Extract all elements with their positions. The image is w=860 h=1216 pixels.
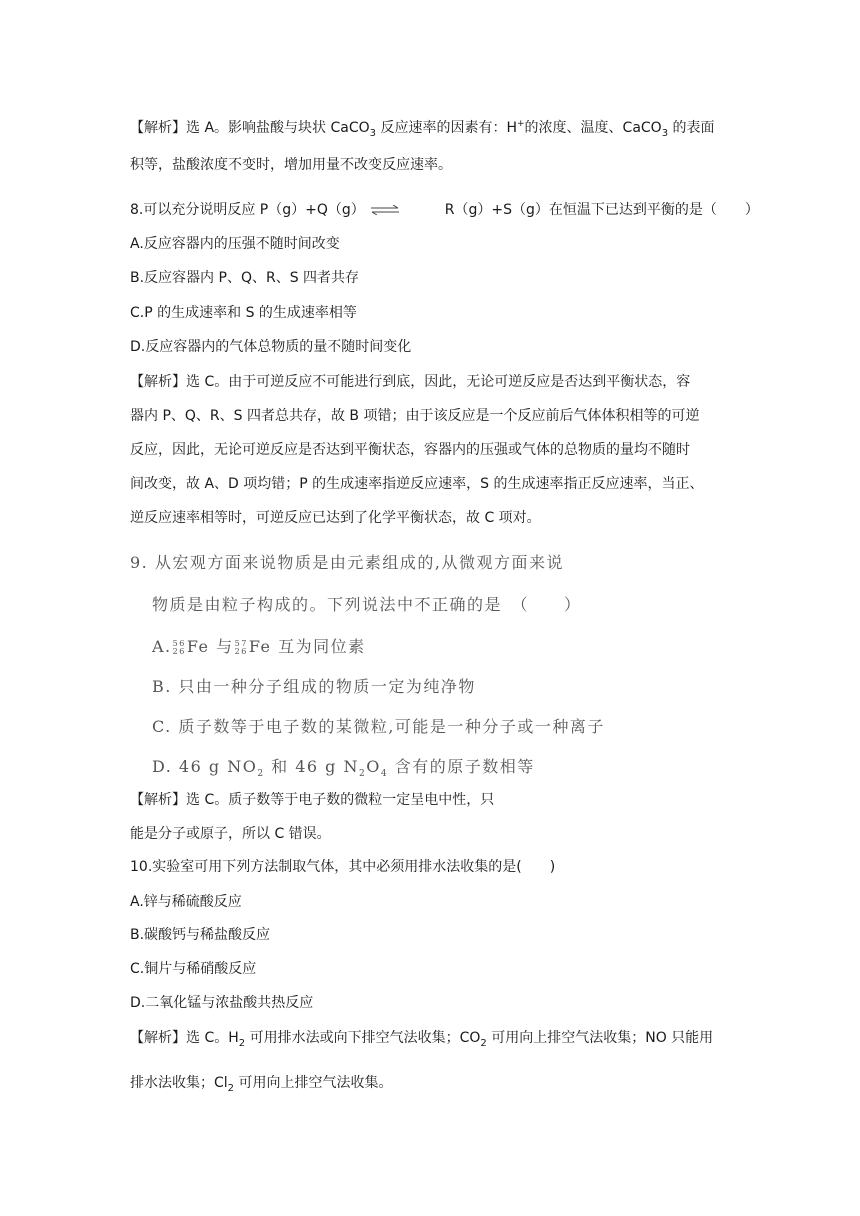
q10-option-c: C.铜片与稀硝酸反应 — [130, 961, 257, 977]
q8-analysis-line-1: 【解析】选 C。由于可逆反应不可能进行到底，因此，无论可逆反应是否达到平衡状态，容 — [130, 374, 691, 390]
superscript: + — [517, 119, 525, 129]
q8-stem-text: R（g）+S（g）在恒温下已达到平衡的是（ ） — [444, 202, 759, 218]
q9-option-text: A. — [152, 637, 172, 656]
q8-analysis-line-3: 反应，因此，无论可逆反应是否达到平衡状态，容器内的压强或气体的总物质的量均不随时 — [130, 442, 690, 458]
q9-option-text: Fe 互为同位素 — [248, 637, 366, 656]
q9-scanned-image — [130, 540, 605, 780]
q8-option-c: C.P 的生成速率和 S 的生成速率相等 — [130, 305, 357, 321]
q7-analysis-line-2: 积等，盐酸浓度不变时，增加用量不改变反应速率。 — [130, 157, 452, 173]
q9-option-text: D. 46 g NO — [152, 757, 258, 776]
q9-option-text: O — [366, 757, 381, 776]
mass-number: 56 — [172, 638, 186, 648]
q9-option-b: B. 只由一种分子组成的物质一定为纯净物 — [152, 677, 476, 696]
q9-option-a — [152, 634, 366, 657]
q7-analysis-line-1 — [130, 118, 715, 138]
subscript: 2 — [257, 769, 265, 780]
q8-option-d: D.反应容器内的气体总物质的量不随时间变化 — [130, 339, 412, 355]
q7-analysis-text: 反应速率的因素有：H — [376, 120, 517, 136]
atomic-number: 26 — [234, 646, 248, 656]
equilibrium-arrow-icon — [371, 205, 399, 215]
subscript: 2 — [480, 1038, 487, 1049]
q8-analysis-line-2: 器内 P、Q、R、S 四者总共存，故 B 项错；由于该反应是一个反应前后气体体积相等的可逆 — [130, 408, 700, 424]
subscript: 4 — [380, 769, 389, 780]
q9-option-text: 和 46 g N — [264, 757, 360, 776]
q7-analysis-text: 的表面 — [668, 120, 715, 136]
q10-analysis-text: 排水法收集；Cl — [130, 1075, 228, 1091]
q8-analysis-line-4: 间改变，故 A、D 项均错；P 的生成速率指逆反应速率，S 的生成速率指正反应速率，当正、 — [130, 476, 704, 492]
q10-option-a: A.锌与稀硫酸反应 — [130, 894, 242, 910]
q8-option-b: B.反应容器内 P、Q、R、S 四者共存 — [130, 270, 360, 286]
q10-option-d: D.二氧化锰与浓盐酸共热反应 — [130, 995, 314, 1011]
q9-option-c: C. 质子数等于电子数的某微粒,可能是一种分子或一种离子 — [152, 717, 605, 736]
mass-number: 57 — [234, 638, 248, 648]
q10-analysis-line-1 — [130, 1028, 713, 1048]
q7-analysis-text: 的浓度、温度、CaCO — [524, 120, 662, 136]
q9-option-text: 含有的原子数相等 — [388, 757, 535, 776]
q9-stem-line-1: 9. 从宏观方面来说物质是由元素组成的,从微观方面来说 — [130, 553, 564, 572]
q9-analysis-line-2: 能是分子或原子，所以 C 错误。 — [130, 826, 331, 842]
q9-option-d — [152, 754, 535, 780]
q8-stem-text: 8.可以充分说明反应 P（g）+Q（g） — [130, 202, 365, 218]
q10-analysis-text: 可用向上排空气法收集；NO 只能用 — [486, 1030, 714, 1046]
q7-analysis-text: 【解析】选 A。影响盐酸与块状 CaCO — [130, 120, 370, 136]
subscript: 2 — [359, 769, 367, 780]
q9-option-text: Fe 与 — [186, 637, 234, 656]
q10-analysis-text: 可用向上排空气法收集。 — [234, 1075, 393, 1091]
q9-stem-line-2: 物质是由粒子构成的。下列说法中不正确的是 （ ） — [152, 595, 582, 614]
q10-analysis-line-2 — [130, 1073, 393, 1093]
q10-stem: 10.实验室可用下列方法制取气体，其中必须用排水法收集的是( ) — [130, 859, 556, 875]
q10-option-b: B.碳酸钙与稀盐酸反应 — [130, 927, 271, 943]
subscript: 2 — [227, 1083, 235, 1094]
q8-option-a: A.反应容器内的压强不随时间改变 — [130, 236, 340, 252]
atomic-number: 26 — [172, 646, 186, 656]
q8-stem — [130, 200, 759, 220]
subscript: 3 — [369, 128, 377, 139]
q10-analysis-text: 【解析】选 C。H — [130, 1030, 239, 1046]
subscript: 2 — [238, 1038, 246, 1049]
q8-analysis-line-5: 逆反应速率相等时，可逆反应已达到了化学平衡状态，故 C 项对。 — [130, 510, 541, 526]
subscript: 3 — [661, 128, 669, 139]
q10-analysis-text: 可用排水法或向下排空气法收集；CO — [245, 1030, 481, 1046]
q9-analysis-line-1: 【解析】选 C。质子数等于电子数的微粒一定呈电中性，只 — [130, 792, 495, 808]
